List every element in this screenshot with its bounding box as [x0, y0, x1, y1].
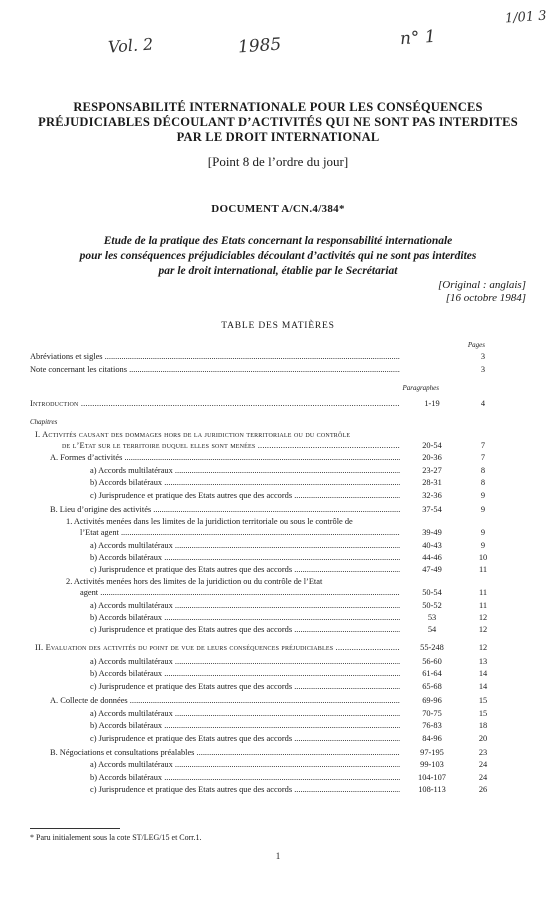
toc-row	[0, 612, 556, 623]
toc-row-label: B. Lieu d’origine des activités .....	[50, 504, 400, 515]
toc-row-page: 23	[478, 748, 488, 757]
toc-row-page: 7	[480, 441, 486, 450]
toc-row-paragraphs: 76-83	[422, 721, 442, 730]
toc-row-label: c) Jurisprudence et pratique des Etats autres que des accords .....	[90, 784, 400, 795]
toc-row-paragraphs: 54	[427, 625, 437, 634]
document-number: DOCUMENT A/CN.4/384*	[211, 203, 345, 215]
toc-row-page: 9	[480, 505, 486, 514]
toc-row-paragraphs: 32-36	[422, 491, 442, 500]
toc-row-paragraphs: 20-54	[422, 441, 442, 450]
toc-row-page: 4	[480, 399, 486, 408]
toc-row-page: 10	[478, 553, 488, 562]
document-date: [16 octobre 1984]	[445, 292, 526, 304]
toc-row-label: c) Jurisprudence et pratique des Etats autres que des accords .....	[90, 624, 400, 635]
toc-row-paragraphs: 50-54	[422, 588, 442, 597]
title-line-2: PRÉJUDICIABLES DÉCOULANT D’ACTIVITÉS QUI NE SONT PAS INTERDITES	[38, 115, 518, 129]
toc-row-page: 8	[480, 478, 486, 487]
toc-row-label: B. Négociations et consultations préalables .....	[50, 747, 400, 758]
toc-row-paragraphs: 53	[427, 613, 437, 622]
toc-row-label: I. Activités causant des dommages hors de la juridiction territoriale ou du contrôle	[35, 430, 351, 439]
toc-row-label: a) Accords multilatéraux .....	[90, 600, 400, 611]
page-number: 1	[275, 851, 281, 861]
toc-row-paragraphs: 50-52	[422, 601, 442, 610]
toc-row-label: Note concernant les citations .....	[30, 364, 400, 375]
toc-row-page: 9	[480, 491, 486, 500]
toc-row-paragraphs: 37-54	[422, 505, 442, 514]
toc-row-paragraphs: 56-60	[422, 657, 442, 666]
toc-row-page: 26	[478, 785, 488, 794]
toc-row-paragraphs: 104-107	[418, 773, 446, 782]
toc-row-page: 3	[480, 352, 486, 361]
toc-row-page: 8	[480, 466, 486, 475]
toc-row-page: 9	[480, 541, 486, 550]
toc-row	[0, 656, 556, 667]
toc-row-label: II. Evaluation des activités du point de vue de leurs conséquences préjudiciables .....	[35, 642, 400, 653]
toc-row-label: A. Formes d’activités .....	[50, 452, 400, 463]
toc-row	[0, 587, 556, 598]
toc-row-paragraphs: 39-49	[422, 528, 442, 537]
toc-row-page: 24	[478, 760, 488, 769]
toc-row-paragraphs: 108-113	[418, 785, 446, 794]
toc-row-label: l’Etat agent .....	[80, 527, 400, 538]
toc-row	[0, 733, 556, 744]
toc-row-label: b) Accords bilatéraux .....	[90, 552, 400, 563]
handwritten-corner-note: 1/01 3	[504, 8, 548, 27]
toc-row-label: Introduction .....	[30, 398, 400, 409]
toc-row-label: b) Accords bilatéraux .....	[90, 772, 400, 783]
footnote: * Paru initialement sous la cote ST/LEG/15 et Corr.1.	[30, 833, 202, 842]
toc-row	[0, 477, 556, 488]
toc-row-page: 14	[478, 669, 488, 678]
toc-row	[0, 668, 556, 679]
toc-row	[0, 516, 556, 527]
toc-row-page: 11	[478, 588, 488, 597]
title-line-3: PAR LE DROIT INTERNATIONAL	[176, 130, 380, 144]
pages-column-header: Pages	[467, 341, 485, 349]
title-line-1: RESPONSABILITÉ INTERNATIONALE POUR LES CONSÉQUENCES	[73, 100, 483, 114]
toc-title: TABLE DES MATIÈRES	[221, 321, 335, 331]
toc-row	[0, 527, 556, 538]
toc-row-label: c) Jurisprudence et pratique des Etats autres que des accords .....	[90, 733, 400, 744]
toc-row-label: a) Accords multilatéraux .....	[90, 708, 400, 719]
toc-row-label: 2. Activités menées hors des limites de la juridiction ou du contrôle de l’Etat	[66, 577, 323, 586]
handwritten-volume-note: Vol. 2	[107, 34, 154, 57]
toc-row-label: b) Accords bilatéraux .....	[90, 477, 400, 488]
toc-row-paragraphs: 28-31	[422, 478, 442, 487]
toc-row-paragraphs: 40-43	[422, 541, 442, 550]
toc-row-paragraphs: 69-96	[422, 696, 442, 705]
toc-row-paragraphs: 20-36	[422, 453, 442, 462]
toc-row-paragraphs: 70-75	[422, 709, 442, 718]
toc-row-paragraphs: 97-195	[420, 748, 444, 757]
chapters-column-header: Chapitres	[30, 418, 58, 426]
toc-row-label: agent .....	[80, 587, 400, 598]
toc-row	[0, 490, 556, 501]
toc-row	[0, 351, 556, 362]
toc-row	[0, 398, 556, 409]
toc-row	[0, 564, 556, 575]
toc-row	[0, 695, 556, 706]
toc-row	[0, 720, 556, 731]
toc-row	[0, 642, 556, 653]
toc-row-label: b) Accords bilatéraux .....	[90, 720, 400, 731]
toc-row	[0, 624, 556, 635]
toc-row-label: b) Accords bilatéraux .....	[90, 668, 400, 679]
toc-row-page: 7	[480, 453, 486, 462]
toc-row-label: a) Accords multilatéraux .....	[90, 540, 400, 551]
toc-row	[0, 576, 556, 587]
toc-row-page: 12	[478, 643, 488, 652]
subtitle-line-1: Etude de la pratique des Etats concernant la responsabilité internationale	[103, 235, 453, 247]
subtitle-line-3: par le droit international, établie par le Secrétariat	[158, 265, 398, 277]
toc-row	[0, 784, 556, 795]
toc-row	[0, 540, 556, 551]
toc-row	[0, 747, 556, 758]
toc-row-label: de l’Etat sur le territoire duquel elles sont menées .....	[62, 440, 400, 451]
original-language: [Original : anglais]	[437, 279, 526, 291]
toc-row-page: 15	[478, 696, 488, 705]
toc-row-label: a) Accords multilatéraux .....	[90, 465, 400, 476]
toc-row-paragraphs: 84-96	[422, 734, 442, 743]
toc-row-page: 20	[478, 734, 488, 743]
toc-row-page: 24	[478, 773, 488, 782]
toc-row-page: 12	[478, 625, 488, 634]
toc-row	[0, 429, 556, 440]
footnote-rule	[30, 828, 120, 829]
handwritten-number-note: n° 1	[399, 26, 437, 50]
toc-row	[0, 681, 556, 692]
toc-row-label: c) Jurisprudence et pratique des Etats autres que des accords .....	[90, 490, 400, 501]
toc-row-label: c) Jurisprudence et pratique des Etats autres que des accords .....	[90, 564, 400, 575]
toc-row-page: 13	[478, 657, 488, 666]
toc-row	[0, 452, 556, 463]
toc-row-paragraphs: 65-68	[422, 682, 442, 691]
toc-row-label: a) Accords multilatéraux .....	[90, 656, 400, 667]
toc-row-paragraphs: 55-248	[420, 643, 444, 652]
toc-row	[0, 504, 556, 515]
toc-row-label: A. Collecte de données .....	[50, 695, 400, 706]
toc-row-page: 11	[478, 601, 488, 610]
toc-row	[0, 600, 556, 611]
toc-row-paragraphs: 47-49	[422, 565, 442, 574]
toc-row-label: Abréviations et sigles .....	[30, 351, 400, 362]
agenda-point: [Point 8 de l’ordre du jour]	[207, 154, 349, 169]
toc-row-label: a) Accords multilatéraux .....	[90, 759, 400, 770]
toc-row-page: 3	[480, 365, 486, 374]
toc-row-paragraphs: 99-103	[420, 760, 444, 769]
toc-row	[0, 440, 556, 451]
toc-row	[0, 552, 556, 563]
toc-row-paragraphs: 61-64	[422, 669, 442, 678]
toc-row-page: 9	[480, 528, 486, 537]
subtitle-line-2: pour les conséquences préjudiciables découlant d’activités qui ne sont pas interdites	[79, 250, 477, 262]
toc-row-label: b) Accords bilatéraux .....	[90, 612, 400, 623]
toc-row-label: c) Jurisprudence et pratique des Etats autres que des accords .....	[90, 681, 400, 692]
toc-row	[0, 465, 556, 476]
toc-row	[0, 772, 556, 783]
toc-row	[0, 364, 556, 375]
toc-row-page: 12	[478, 613, 488, 622]
toc-row-page: 18	[478, 721, 488, 730]
toc-row-page: 11	[478, 565, 488, 574]
toc-row-page: 14	[478, 682, 488, 691]
toc-row-paragraphs: 44-46	[422, 553, 442, 562]
handwritten-year-note: 1985	[237, 34, 282, 58]
toc-row	[0, 708, 556, 719]
toc-row-label: 1. Activités menées dans les limites de la juridiction territoriale ou sous le contrôle de	[66, 517, 353, 526]
toc-row	[0, 759, 556, 770]
toc-row-page: 15	[478, 709, 488, 718]
toc-row-paragraphs: 1-19	[424, 399, 440, 408]
paragraphs-column-header: Paragraphes	[402, 384, 439, 392]
toc-row-paragraphs: 23-27	[422, 466, 442, 475]
